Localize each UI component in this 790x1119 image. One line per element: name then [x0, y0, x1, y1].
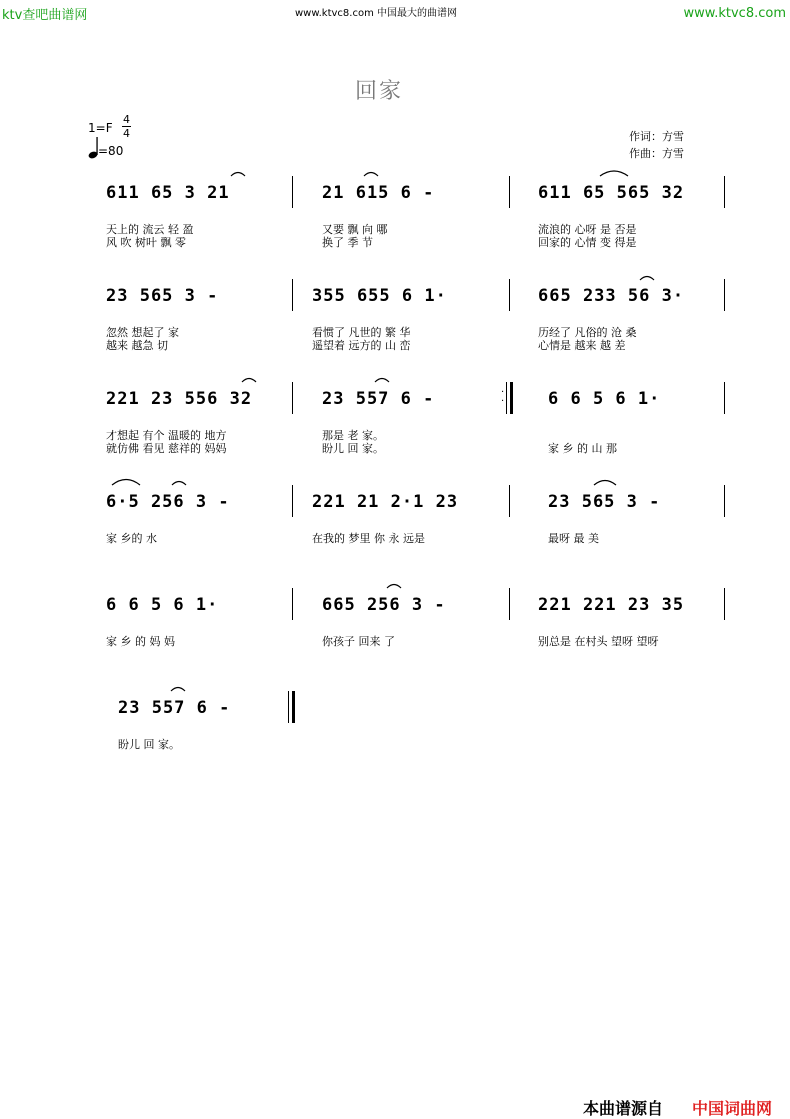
notation-measure: 665 233 56 3·: [538, 286, 685, 306]
bar-line: [292, 382, 293, 414]
time-signature-top: 4: [123, 113, 130, 126]
notation-measure: 23 565 3 -: [548, 492, 661, 512]
slur-mark: [600, 171, 628, 176]
source-label: 本曲谱源自: [583, 1099, 664, 1118]
notation-measure: 611 65 565 32: [538, 183, 685, 203]
source-site-link[interactable]: 中国词曲网: [692, 1099, 773, 1118]
bar-line: [509, 176, 510, 208]
lyric-verse2: 盼儿 回 家。: [322, 442, 384, 455]
final-bar-thin: [288, 691, 289, 723]
lyric-verse2: 回家的 心情 变 得是: [538, 236, 637, 249]
site-logo-left[interactable]: ktv查吧曲谱网: [2, 8, 88, 23]
notation-measure: 221 221 23 35: [538, 595, 685, 615]
bar-line: [292, 176, 293, 208]
lyric-verse2: 就仿佛 看见 慈祥的 妈妈: [106, 442, 227, 455]
slur-mark: [594, 481, 616, 486]
notation-measure: 6·5 256 3 -: [106, 492, 230, 512]
repeat-dots: · ·: [501, 387, 505, 407]
bar-line: [509, 279, 510, 311]
notation-measure: 221 21 2·1 23: [312, 492, 459, 512]
notation-measure: 23 557 6 -: [118, 698, 231, 718]
bar-line: [724, 176, 725, 208]
notation-measure: 21 615 6 -: [322, 183, 435, 203]
notation-measure: 221 23 556 32: [106, 389, 253, 409]
song-title: 回家: [355, 79, 404, 104]
notation-measure: 355 655 6 1·: [312, 286, 447, 306]
slur-mark: [231, 173, 245, 177]
slur-mark: [172, 482, 186, 486]
lyric-verse2: 遥望着 远方的 山 峦: [312, 339, 411, 352]
lyric-verse1: 你孩子 回来 了: [322, 635, 395, 648]
notation-measure: 665 256 3 -: [322, 595, 446, 615]
slur-mark: [171, 688, 185, 692]
lyric-verse1: 天上的 流云 轻 盈: [106, 223, 194, 236]
slur-mark: [640, 277, 654, 281]
slur-mark: [375, 379, 389, 383]
lyric-verse2: 越来 越急 切: [106, 339, 168, 352]
lyric-verse1: 在我的 梦里 你 永 远是: [312, 532, 425, 545]
tempo-marking: =80: [98, 144, 124, 158]
slur-mark: [364, 173, 378, 177]
bar-line: [724, 382, 725, 414]
bar-line: [724, 279, 725, 311]
composer-credit: 作曲：方雪: [629, 147, 684, 160]
lyric-verse2: 家 乡 的 山 那: [548, 442, 617, 455]
site-header-center: www.ktvc8.com 中国最大的曲谱网: [295, 8, 458, 19]
bar-line: [724, 485, 725, 517]
lyric-verse1: 盼儿 回 家。: [118, 738, 180, 751]
lyric-verse1: 别总是 在村头 望呀 望呀: [538, 635, 659, 648]
lyric-verse1: 流浪的 心呀 是 否是: [538, 223, 637, 236]
lyric-verse1: 最呀 最 美: [548, 532, 599, 545]
lyric-verse1: 又要 飘 向 哪: [322, 223, 388, 236]
lyric-verse1: 家 乡 的 妈 妈: [106, 635, 175, 648]
slur-mark: [242, 379, 256, 383]
notation-measure: 611 65 3 21: [106, 183, 230, 203]
lyricist-credit: 作词：方雪: [629, 130, 684, 143]
lyric-verse2: 换了 季 节: [322, 236, 373, 249]
slur-mark: [387, 585, 401, 589]
lyric-verse2: 心情是 越来 越 差: [538, 339, 626, 352]
lyric-verse1: 那是 老 家。: [322, 429, 384, 442]
notation-measure: 23 565 3 -: [106, 286, 219, 306]
lyric-verse1: 家 乡的 水: [106, 532, 157, 545]
site-logo-right[interactable]: www.ktvc8.com: [683, 6, 786, 21]
slur-mark: [112, 480, 140, 486]
notation-measure: 23 557 6 -: [322, 389, 435, 409]
time-signature-bottom: 4: [123, 127, 130, 140]
bar-line: [292, 279, 293, 311]
repeat-bar-thin: [506, 382, 507, 414]
lyric-verse1: 忽然 想起了 家: [106, 326, 179, 339]
bar-line: [509, 485, 510, 517]
time-signature: [122, 113, 131, 140]
bar-line: [509, 588, 510, 620]
key-signature: 1=F: [88, 121, 113, 135]
notation-measure: 6 6 5 6 1·: [548, 389, 661, 409]
lyric-verse1: 才想起 有个 温暖的 地方: [106, 429, 227, 442]
final-bar-thick: [292, 691, 295, 723]
notation-measure: 6 6 5 6 1·: [106, 595, 219, 615]
bar-line: [292, 485, 293, 517]
bar-line: [724, 588, 725, 620]
lyric-verse2: 风 吹 树叶 飘 零: [106, 236, 186, 249]
lyric-verse1: 看惯了 凡世的 繁 华: [312, 326, 411, 339]
bar-line: [292, 588, 293, 620]
repeat-bar-thick: [510, 382, 513, 414]
lyric-verse1: 历经了 凡俗的 沧 桑: [538, 326, 637, 339]
